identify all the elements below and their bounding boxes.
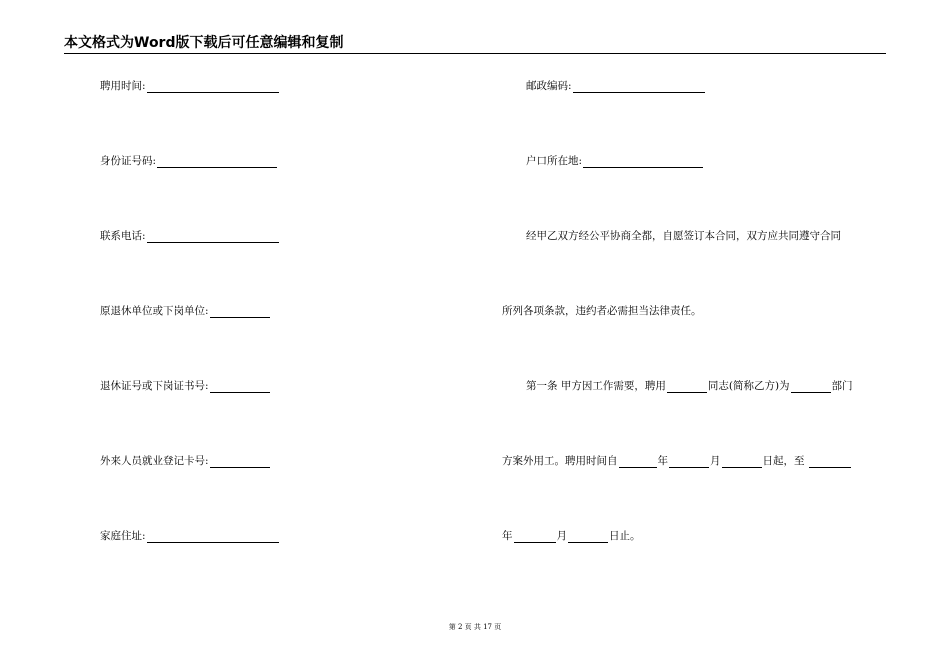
department-blank[interactable] [791, 381, 831, 393]
start-year-blank[interactable] [619, 456, 657, 468]
hire-time-label: 聘用时间: [100, 80, 146, 92]
hire-time-field [100, 79, 280, 93]
orig-unit-label: 原退休单位或下岗单位: [100, 305, 209, 317]
migrant-card-blank[interactable] [210, 456, 270, 468]
article-one-text-h: 年 [502, 530, 513, 542]
end-year-blank[interactable] [514, 531, 556, 543]
document-header-title: 本文格式为Word版下载后可任意编辑和复制 [64, 35, 344, 51]
postal-code-label: 邮政编码: [526, 80, 572, 92]
migrant-card-field [100, 454, 271, 468]
agreement-paragraph-line2 [502, 304, 702, 318]
agreement-text-line2: 所列各项条款，违约者必需担当法律责任。 [502, 305, 702, 317]
retire-cert-label: 退休证号或下岗证书号: [100, 380, 209, 392]
employee-name-blank[interactable] [667, 381, 707, 393]
article-one-text-i: 月 [556, 530, 567, 542]
header-divider [64, 53, 886, 54]
article-one-text-f: 月 [710, 455, 721, 467]
end-month-blank[interactable] [568, 531, 608, 543]
article-one-text-b: 同志(简称乙方)为 [707, 380, 790, 392]
id-number-label: 身份证号码: [100, 155, 157, 167]
home-address-label: 家庭住址: [100, 530, 146, 542]
home-address-blank[interactable] [147, 531, 279, 543]
retire-cert-blank[interactable] [210, 381, 270, 393]
postal-code-field [526, 79, 706, 93]
article-one-line1 [526, 379, 853, 393]
orig-unit-field [100, 304, 271, 318]
hukou-blank[interactable] [583, 156, 703, 168]
article-one-text-g: 日起，至 [762, 455, 805, 467]
orig-unit-blank[interactable] [210, 306, 270, 318]
hire-time-blank[interactable] [147, 81, 279, 93]
article-one-text-d: 方案外用工。聘用时间自 [502, 455, 618, 467]
article-one-text-c: 部门 [831, 380, 853, 392]
article-one-text-j: 日止。 [609, 530, 641, 542]
hukou-field [526, 154, 704, 168]
page-number: 第 2 页 共 17 页 [448, 623, 502, 631]
agreement-paragraph-line1 [526, 229, 841, 243]
id-number-blank[interactable] [157, 156, 277, 168]
id-number-field [100, 154, 278, 168]
end-year-prefix-blank[interactable] [809, 456, 851, 468]
postal-code-blank[interactable] [573, 81, 705, 93]
start-month-blank[interactable] [669, 456, 709, 468]
home-address-field [100, 529, 280, 543]
retire-cert-field [100, 379, 271, 393]
agreement-text-line1: 经甲乙双方经公平协商全都，自愿签订本合同，双方应共同遵守合同 [526, 230, 841, 242]
article-one-text-e: 年 [657, 455, 668, 467]
start-day-blank[interactable] [722, 456, 762, 468]
article-one-text-a: 第一条 甲方因工作需要，聘用 [526, 380, 666, 392]
hukou-label: 户口所在地: [526, 155, 583, 167]
phone-label: 联系电话: [100, 230, 146, 242]
article-one-line2 [502, 454, 852, 468]
phone-field [100, 229, 280, 243]
article-one-line3 [502, 529, 641, 543]
phone-blank[interactable] [147, 231, 279, 243]
migrant-card-label: 外来人员就业登记卡号: [100, 455, 209, 467]
